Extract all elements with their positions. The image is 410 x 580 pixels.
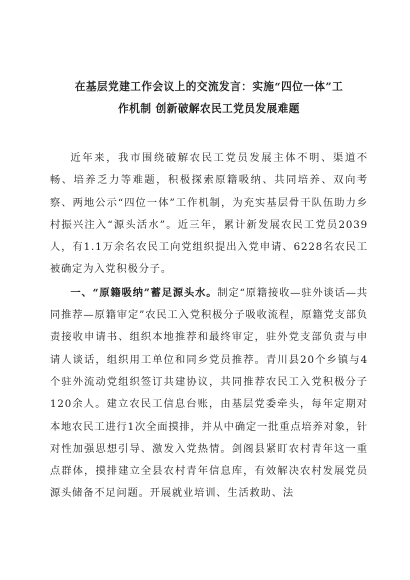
intro-paragraph — [50, 148, 368, 282]
section-one-text: 制定“原籍接收—驻外谈话—共同推荐—原籍审定”农民工入党积极分子吸收流程，原籍党支部负责接收申请书、组织本地推荐和最终审定，驻外党支部负责与申请人谈话，组织用工单位和同乡党员推荐。青川县20个乡镇与4个驻外流动党组织签订共建协议，共同推荐农民工入党积极分子120余人。建立农民工信息台账，由基层党委牵头，每年定期对本地农民工进行1次全面摸排，并从中确定一批重点培养对象，针对性加强思想引导、激发入党热情。剑阁县紧盯农村青年这一重点群体，摸排建立全县农村青年信息库，有效解决农村发展党员源头储备不足问题。开展就业培训、生活救助、法 — [50, 287, 368, 500]
section-one-paragraph — [50, 282, 368, 506]
title-line-1: 在基层党建工作会议上的交流发言：实施“四位一体”工 — [74, 81, 344, 93]
document-title — [50, 76, 368, 120]
intro-paragraph-text: 近年来，我市围绕破解农民工党员发展主体不明、渠道不畅、培养乏力等难题，积极探索原籍吸纳、共同培养、双向考察、两地公示“四位一体”工作机制，为充实基层骨干队伍助力乡村振兴注入“源头活水”。近三年，累计新发展农民工党员2039人，有1.1万余名农民工向党组织提出入党申请、6228名农民工被确定为入党积极分子。 — [50, 153, 368, 276]
section-one-heading: 一、“原籍吸纳”蓄足源头水。 — [70, 286, 218, 299]
document-body — [50, 148, 368, 506]
title-line-2: 作机制 创新破解农民工党员发展难题 — [118, 103, 300, 115]
